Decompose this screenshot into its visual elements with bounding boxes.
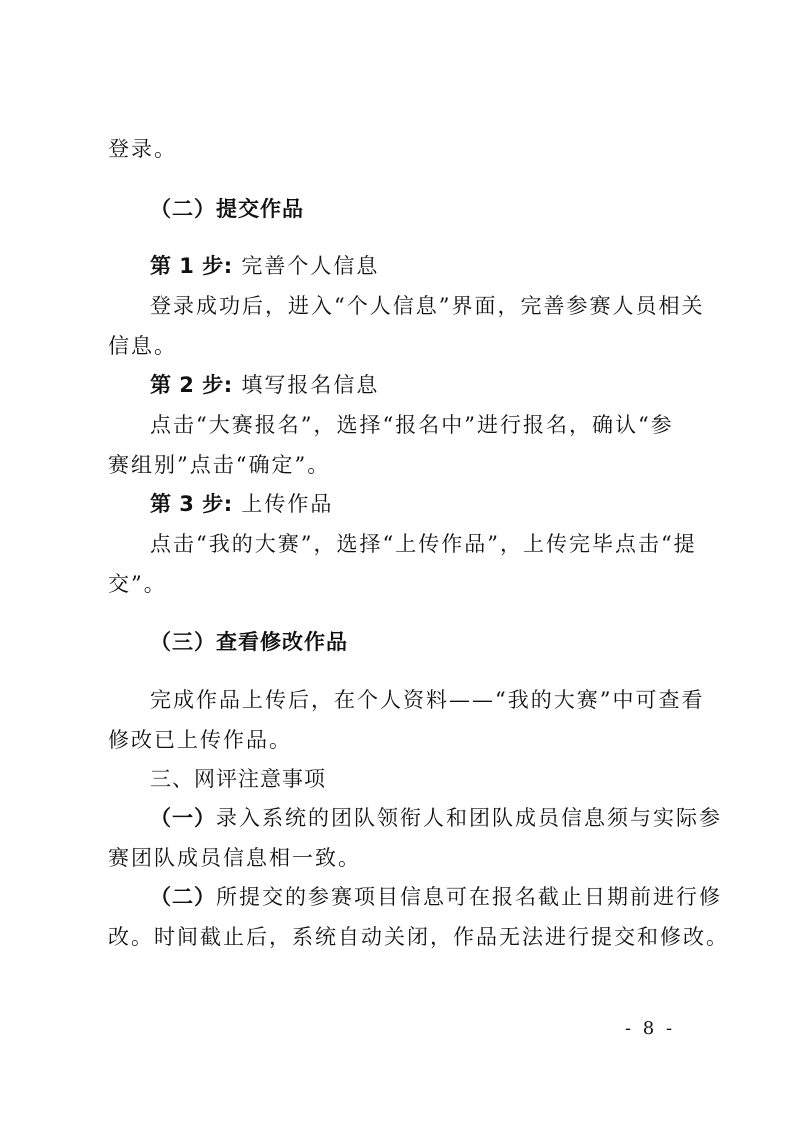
paragraph-line: 登录成功后，进入“个人信息”界面，完善参赛人员相关	[150, 294, 705, 318]
step-3-line	[150, 489, 333, 519]
note-2-label: （二）	[150, 885, 216, 909]
note-1-line	[150, 803, 722, 833]
section-heading-online-review-notes: 三、网评注意事项	[150, 767, 326, 791]
paragraph-line: 点击“我的大赛”，选择“上传作品”，上传完毕点击“提	[150, 532, 697, 556]
step-1-text: 完善个人信息	[232, 254, 380, 278]
note-2-line	[150, 882, 722, 912]
step-1-line	[150, 251, 379, 281]
section-heading-submit-work: （二）提交作品	[150, 197, 304, 221]
step-1-label: 第 1 步:	[150, 254, 233, 278]
paragraph-line: 完成作品上传后，在个人资料——“我的大赛”中可查看	[150, 688, 705, 712]
note-1-text: 录入系统的团队领衔人和团队成员信息须与实际参	[216, 806, 722, 830]
step-3-text: 上传作品	[232, 492, 334, 516]
paragraph-line: 赛组别”点击“确定”。	[108, 453, 331, 477]
paragraph-line: 登录。	[108, 137, 177, 161]
page-number: - 8 -	[625, 1018, 676, 1039]
note-1-label: （一）	[150, 806, 216, 830]
paragraph-line: 交”。	[108, 572, 167, 596]
step-2-label: 第 2 步:	[150, 373, 233, 397]
paragraph-line: 信息。	[108, 334, 177, 358]
paragraph-line: 改。时间截止后，系统自动关闭，作品无法进行提交和修改。	[108, 925, 729, 949]
paragraph-line: 赛团队成员信息相一致。	[108, 846, 361, 870]
step-2-line	[150, 370, 379, 400]
step-3-label: 第 3 步:	[150, 492, 233, 516]
step-2-text: 填写报名信息	[232, 373, 380, 397]
paragraph-line: 修改已上传作品。	[108, 728, 292, 752]
note-2-text: 所提交的参赛项目信息可在报名截止日期前进行修	[216, 885, 722, 909]
section-heading-view-edit-work: （三）查看修改作品	[150, 630, 348, 654]
paragraph-line: 点击“大赛报名”，选择“报名中”进行报名，确认“参	[150, 413, 674, 437]
